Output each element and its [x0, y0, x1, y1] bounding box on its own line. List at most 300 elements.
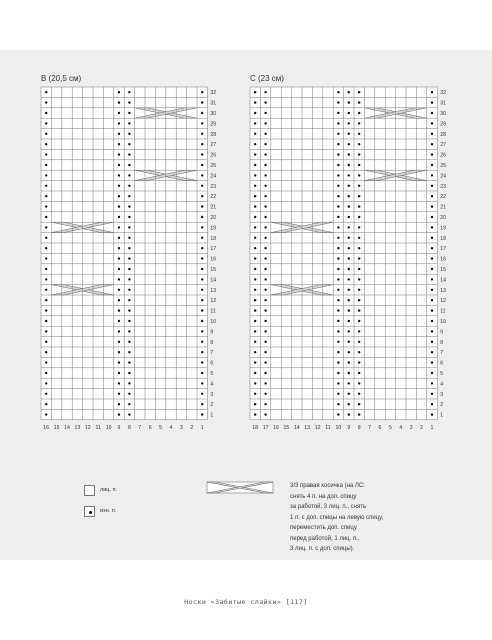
column-number: 11 [95, 424, 101, 431]
purl-dot [431, 101, 433, 103]
purl-dot [264, 382, 266, 384]
purl-dot [254, 153, 256, 155]
purl-dot [431, 351, 433, 353]
purl-dot [337, 278, 339, 280]
row-number: 5 [210, 371, 214, 377]
column-number: 1 [430, 424, 434, 431]
purl-dot [348, 153, 350, 155]
purl-dot [348, 393, 350, 395]
row-number: 20 [440, 215, 446, 221]
purl-dot [431, 122, 433, 124]
purl-dot [337, 268, 339, 270]
purl-dot [431, 164, 433, 166]
purl-dot [264, 393, 266, 395]
purl-dot [358, 143, 360, 145]
purl-dot [348, 268, 350, 270]
purl-dot [264, 351, 266, 353]
purl-dot [348, 361, 350, 363]
row-number: 30 [210, 111, 217, 117]
row-number: 32 [210, 90, 217, 97]
purl-dot [358, 247, 360, 249]
row-number: 27 [210, 142, 217, 149]
purl-dot [358, 122, 360, 124]
column-number: 16 [273, 424, 279, 431]
purl-dot [431, 91, 433, 93]
row-number: 17 [210, 246, 217, 253]
purl-dot [358, 237, 360, 239]
column-number: 4 [399, 424, 403, 431]
purl-dot [431, 299, 433, 301]
row-number: 18 [210, 235, 217, 242]
purl-dot [358, 216, 360, 218]
row-number: 4 [210, 381, 214, 388]
purl-dot [264, 299, 266, 301]
row-number: 13 [210, 287, 217, 294]
column-number: 8 [357, 424, 361, 431]
cable-line: за работой, 3 лиц. п., снять [290, 504, 367, 510]
purl-dot [431, 112, 433, 114]
purl-dot [337, 361, 339, 363]
purl-dot [254, 403, 256, 405]
purl-dot [337, 237, 339, 239]
purl-dot [337, 330, 339, 332]
purl-dot [254, 268, 256, 270]
purl-dot [358, 299, 360, 301]
purl-dot [358, 278, 360, 280]
purl-dot [264, 361, 266, 363]
purl-dot [348, 195, 350, 197]
purl-dot [337, 247, 339, 249]
row-number: 28 [440, 131, 446, 138]
purl-dot [431, 268, 433, 270]
purl-dot [254, 226, 256, 228]
purl-dot [264, 413, 266, 415]
purl-dot [254, 122, 256, 124]
purl-dot [348, 289, 350, 291]
purl-dot [358, 153, 360, 155]
purl-dot [348, 237, 350, 239]
row-number: 21 [210, 204, 217, 211]
purl-dot [264, 341, 266, 343]
row-number: 24 [210, 173, 217, 180]
purl-dot [254, 101, 256, 103]
column-number: 16 [43, 424, 50, 431]
purl-dot [264, 133, 266, 135]
purl-dot [348, 320, 350, 322]
knit-stitch-label: лиц. п. [100, 487, 117, 493]
row-number: 7 [210, 350, 214, 357]
purl-dot [431, 413, 433, 415]
purl-dot [337, 341, 339, 343]
knit-stitch-symbol [84, 485, 95, 496]
row-number: 18 [440, 235, 446, 242]
purl-dot [254, 257, 256, 259]
purl-dot [264, 247, 266, 249]
purl-dot [337, 372, 339, 374]
row-number: 10 [440, 319, 446, 325]
purl-dot [431, 247, 433, 249]
purl-dot [348, 226, 350, 228]
purl-dot [431, 257, 433, 259]
page-footer: Носки «Забитые слайки» [117] [184, 598, 308, 606]
purl-dot [337, 257, 339, 259]
purl-dot [431, 372, 433, 374]
purl-dot [358, 413, 360, 415]
row-number: 15 [440, 267, 446, 273]
purl-dot [264, 257, 266, 259]
purl-dot [254, 320, 256, 322]
purl-dot [254, 195, 256, 197]
purl-dot [264, 216, 266, 218]
purl-dot [254, 143, 256, 145]
purl-dot [348, 341, 350, 343]
column-number: 2 [190, 424, 194, 431]
purl-dot [358, 164, 360, 166]
row-number: 4 [440, 381, 444, 388]
column-number: 2 [420, 424, 424, 431]
column-number: 10 [105, 424, 112, 431]
purl-dot [337, 393, 339, 395]
row-number: 31 [210, 100, 217, 107]
cable-description [290, 481, 430, 555]
purl-dot [358, 361, 360, 363]
purl-dot [358, 185, 360, 187]
cable-line: 3 лиц. п. с доп. спицы). [290, 546, 355, 552]
purl-dot [264, 112, 266, 114]
purl-dot [337, 112, 339, 114]
column-number: 13 [304, 424, 311, 431]
row-number: 6 [210, 360, 214, 367]
column-number: 5 [159, 424, 163, 431]
row-number: 12 [210, 298, 217, 305]
purl-dot [264, 278, 266, 280]
column-number: 12 [84, 424, 91, 431]
row-number: 3 [210, 391, 214, 398]
cable-line: перед работой, 1 лиц. п., [290, 535, 360, 542]
row-number: 14 [440, 277, 446, 284]
purl-dot [337, 133, 339, 135]
purl-dot [348, 143, 350, 145]
purl-dot [348, 122, 350, 124]
purl-dot [337, 143, 339, 145]
purl-dot [348, 174, 350, 176]
purl-dot [358, 91, 360, 93]
purl-dot [431, 309, 433, 311]
purl-dot [264, 143, 266, 145]
purl-dot [254, 289, 256, 291]
purl-dot [337, 153, 339, 155]
row-number: 1 [210, 412, 214, 419]
purl-dot [264, 91, 266, 93]
column-number: 15 [283, 424, 290, 431]
purl-dot [264, 237, 266, 239]
purl-dot [337, 91, 339, 93]
purl-dot [348, 205, 350, 207]
purl-dot [254, 309, 256, 311]
purl-dot [337, 382, 339, 384]
column-number: 4 [169, 424, 173, 431]
row-number: 17 [440, 246, 446, 253]
column-number: 12 [314, 424, 321, 431]
row-number: 26 [440, 152, 446, 159]
column-number: 10 [335, 424, 342, 431]
purl-dot [358, 403, 360, 405]
purl-dot [348, 351, 350, 353]
purl-dot [348, 299, 350, 301]
row-number: 29 [210, 121, 217, 128]
purl-dot [431, 278, 433, 280]
purl-dot [337, 122, 339, 124]
row-number: 15 [210, 267, 217, 273]
purl-dot [254, 133, 256, 135]
purl-dot [348, 133, 350, 135]
purl-dot [358, 351, 360, 353]
purl-dot [254, 299, 256, 301]
row-number: 21 [440, 204, 446, 211]
purl-dot [264, 226, 266, 228]
purl-dot [254, 112, 256, 114]
purl-dot [358, 205, 360, 207]
purl-dot [254, 361, 256, 363]
purl-dot [264, 195, 266, 197]
row-number: 31 [440, 100, 446, 107]
purl-dot [348, 91, 350, 93]
purl-dot [254, 237, 256, 239]
column-number: 18 [252, 424, 259, 431]
purl-dot [254, 393, 256, 395]
row-number: 20 [210, 215, 217, 221]
row-number: 3 [440, 391, 444, 398]
row-number: 30 [440, 111, 446, 117]
row-number: 8 [440, 339, 444, 346]
purl-dot [348, 112, 350, 114]
row-number: 11 [440, 308, 446, 315]
row-number: 24 [440, 173, 446, 180]
column-number: 9 [347, 424, 351, 431]
purl-dot [254, 247, 256, 249]
purl-dot [264, 101, 266, 103]
purl-dot [431, 216, 433, 218]
column-number: 6 [148, 424, 152, 431]
purl-dot [348, 101, 350, 103]
purl-dot [254, 341, 256, 343]
purl-dot [254, 174, 256, 176]
purl-dot [254, 278, 256, 280]
purl-dot [337, 226, 339, 228]
row-number: 6 [440, 360, 444, 367]
row-number: 14 [210, 277, 217, 284]
row-number: 12 [440, 298, 446, 305]
purl-dot [358, 341, 360, 343]
purl-dot [254, 330, 256, 332]
row-number: 9 [210, 329, 214, 336]
column-number: 17 [262, 424, 269, 431]
row-number: 9 [440, 329, 444, 336]
purl-stitch-label: изн. п. [100, 508, 117, 514]
purl-dot [337, 195, 339, 197]
row-number: 23 [440, 183, 446, 190]
purl-dot [358, 309, 360, 311]
purl-dot [348, 247, 350, 249]
purl-dot [358, 289, 360, 291]
purl-dot [254, 205, 256, 207]
purl-stitch-symbol [84, 506, 95, 517]
row-number: 2 [440, 402, 444, 409]
purl-dot [254, 372, 256, 374]
purl-dot [254, 382, 256, 384]
column-number: 8 [127, 424, 131, 431]
purl-dot [337, 205, 339, 207]
row-number: 10 [210, 319, 217, 325]
purl-dot [348, 382, 350, 384]
column-number: 7 [368, 424, 372, 431]
purl-dot [358, 226, 360, 228]
row-number: 16 [210, 256, 217, 263]
purl-dot [348, 185, 350, 187]
purl-dot [431, 330, 433, 332]
purl-dot [264, 372, 266, 374]
purl-dot [254, 91, 256, 93]
purl-dot [264, 153, 266, 155]
row-number: 26 [210, 152, 217, 159]
purl-dot [348, 278, 350, 280]
purl-dot [431, 289, 433, 291]
chart-b-title: B (20,5 см) [41, 74, 82, 83]
row-number: 27 [440, 142, 446, 149]
purl-dot [431, 185, 433, 187]
purl-dot [264, 185, 266, 187]
purl-dot [358, 393, 360, 395]
row-number: 22 [440, 194, 446, 201]
chart-c-title: С (23 см) [250, 74, 284, 83]
purl-dot-icon [89, 511, 92, 514]
purl-dot [337, 351, 339, 353]
row-number: 11 [210, 308, 216, 315]
purl-dot [264, 164, 266, 166]
row-number: 19 [440, 225, 446, 232]
purl-dot [358, 101, 360, 103]
purl-dot [264, 205, 266, 207]
purl-dot [431, 153, 433, 155]
purl-dot [254, 351, 256, 353]
purl-dot [431, 341, 433, 343]
purl-dot [337, 174, 339, 176]
row-number: 29 [440, 121, 446, 128]
purl-dot [431, 237, 433, 239]
cable-line: переместить доп. спицу [290, 525, 357, 531]
purl-dot [348, 330, 350, 332]
purl-dot [431, 226, 433, 228]
purl-dot [358, 320, 360, 322]
purl-dot [254, 164, 256, 166]
row-number: 2 [210, 402, 214, 409]
purl-dot [264, 320, 266, 322]
purl-dot [264, 268, 266, 270]
row-number: 16 [440, 256, 446, 263]
purl-dot [348, 372, 350, 374]
purl-dot [348, 257, 350, 259]
purl-dot [358, 112, 360, 114]
cable-line: 1 п. с доп. спицы на левую спицу, [290, 514, 384, 521]
column-number: 3 [179, 424, 183, 431]
purl-dot [337, 289, 339, 291]
row-number: 19 [210, 225, 217, 232]
purl-dot [358, 268, 360, 270]
row-number: 22 [210, 194, 217, 201]
column-number: 9 [117, 424, 121, 431]
purl-dot [254, 216, 256, 218]
purl-dot [358, 174, 360, 176]
row-number: 7 [440, 350, 444, 357]
column-number: 15 [53, 424, 60, 431]
purl-dot [431, 133, 433, 135]
purl-dot [431, 382, 433, 384]
purl-dot [358, 257, 360, 259]
row-number: 13 [440, 287, 446, 294]
purl-dot [431, 205, 433, 207]
purl-dot [358, 372, 360, 374]
column-number: 11 [325, 424, 331, 431]
purl-dot [254, 185, 256, 187]
row-number: 28 [210, 131, 217, 138]
purl-dot [337, 101, 339, 103]
purl-dot [358, 133, 360, 135]
purl-dot [337, 216, 339, 218]
purl-dot [264, 309, 266, 311]
column-number: 1 [200, 424, 204, 431]
purl-dot [431, 361, 433, 363]
purl-dot [337, 185, 339, 187]
row-number: 25 [440, 163, 446, 169]
row-number: 25 [210, 163, 217, 169]
purl-dot [337, 413, 339, 415]
purl-dot [264, 330, 266, 332]
purl-dot [358, 330, 360, 332]
purl-dot [431, 143, 433, 145]
cable-line: 3/3 правая косичка (на ЛС: [290, 483, 365, 489]
purl-dot [264, 403, 266, 405]
column-number: 13 [74, 424, 81, 431]
purl-dot [337, 299, 339, 301]
column-number: 7 [138, 424, 142, 431]
column-number: 14 [64, 424, 70, 431]
row-number: 8 [210, 339, 214, 346]
purl-dot [358, 195, 360, 197]
cable-line: снять 4 п. на доп. спицу [290, 493, 357, 500]
row-number: 32 [440, 90, 446, 97]
purl-dot [337, 309, 339, 311]
purl-dot [431, 195, 433, 197]
purl-dot [264, 289, 266, 291]
purl-dot [337, 164, 339, 166]
purl-dot [337, 320, 339, 322]
purl-dot [431, 320, 433, 322]
column-number: 14 [293, 424, 300, 431]
purl-dot [431, 174, 433, 176]
purl-dot [264, 122, 266, 124]
purl-dot [254, 413, 256, 415]
column-number: 3 [409, 424, 413, 431]
purl-dot [431, 403, 433, 405]
column-number: 5 [388, 424, 392, 431]
row-number: 5 [440, 371, 444, 377]
purl-dot [348, 164, 350, 166]
column-number: 6 [378, 424, 382, 431]
purl-dot [431, 393, 433, 395]
purl-dot [348, 413, 350, 415]
purl-dot [358, 382, 360, 384]
row-number: 23 [210, 183, 217, 190]
